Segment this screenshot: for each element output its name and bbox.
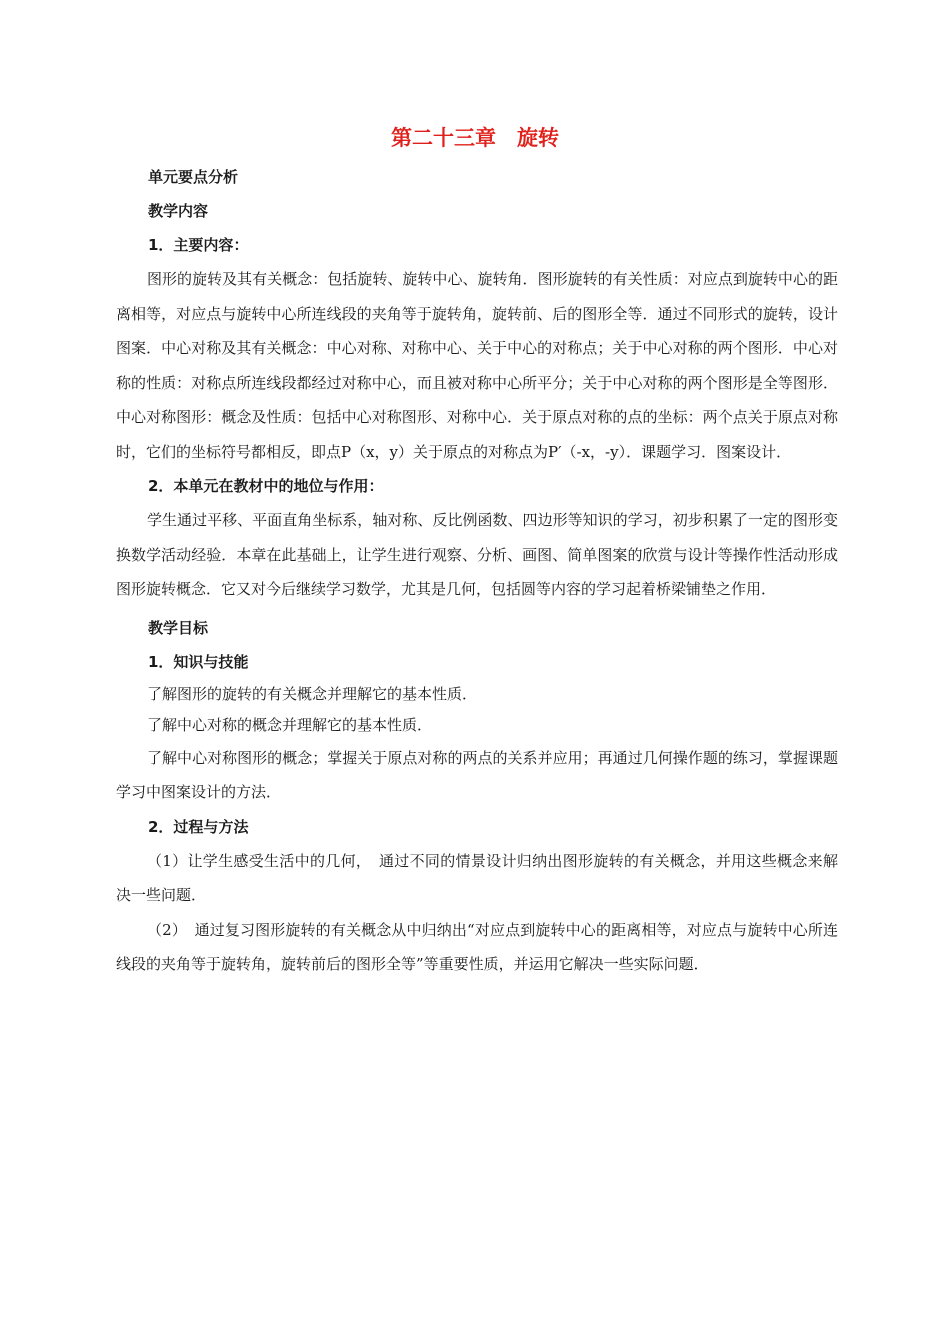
paragraph-process-2: （2） 通过复习图形旋转的有关概念从中归纳出“对应点到旋转中心的距离相等，对应点与旋转中心所连线段的夹角等于旋转角，旋转前后的图形全等”等重要性质，并运用它解决一些实际问题． [116, 920, 838, 973]
paragraph-process-1: （1）让学生感受生活中的几何， 通过不同的情景设计归纳出图形旋转的有关概念，并用这些概念来解决一些问题． [116, 851, 838, 904]
paragraph-main-content: 图形的旋转及其有关概念：包括旋转、旋转中心、旋转角．图形旋转的有关性质：对应点到旋转中心的距离相等，对应点与旋转中心所连线段的夹角等于旋转角，旋转前、后的图形全等．通过不同形式的旋转，设计图案．中心对称及其有关概念：中心对称、对称中心、关于中心的对称点；关于中心对称的两个图形．中心对称的性质：对称点所连线段都经过对称中心，而且被对称中心所平分；关于中心对称的两个图形是全等图形．中心对称图形：概念及性质：包括中心对称图形、对称中心．关于原点对称的点的坐标：两个点关于原点对称时，它们的坐标符号都相反，即点P（x，y）关于原点的对称点为P′（-x，-y）．课题学习．图案设计． [116, 270, 838, 461]
section-heading-unit-analysis: 单元要点分析 [148, 168, 239, 186]
document-body [0, 160, 950, 982]
subheading-main-content: 1．主要内容： [148, 236, 249, 254]
section-heading-teaching-content: 教学内容 [148, 202, 209, 220]
section-heading-teaching-goals: 教学目标 [148, 618, 209, 637]
subheading-process: 2．过程与方法 [148, 817, 249, 836]
paragraph-knowledge-3: 了解中心对称图形的概念；掌握关于原点对称的两点的关系并应用；再通过几何操作题的练习，掌握课题学习中图案设计的方法． [116, 748, 838, 801]
subheading-knowledge: 1．知识与技能 [148, 652, 249, 671]
page-title: 第二十三章 旋转 [391, 126, 559, 150]
subheading-position: 2．本单元在教材中的地位与作用： [148, 477, 384, 495]
paragraph-knowledge-2: 了解中心对称的概念并理解它的基本性质． [147, 715, 433, 734]
paragraph-position: 学生通过平移、平面直角坐标系，轴对称、反比例函数、四边形等知识的学习，初步积累了一定的图形变换数学活动经验．本章在此基础上，让学生进行观察、分析、画图、简单图案的欣赏与设计等操作性活动形成图形旋转概念．它又对今后继续学习数学，尤其是几何，包括圆等内容的学习起着桥梁铺垫之作用． [116, 511, 838, 598]
paragraph-knowledge-1: 了解图形的旋转的有关概念并理解它的基本性质． [147, 684, 478, 703]
